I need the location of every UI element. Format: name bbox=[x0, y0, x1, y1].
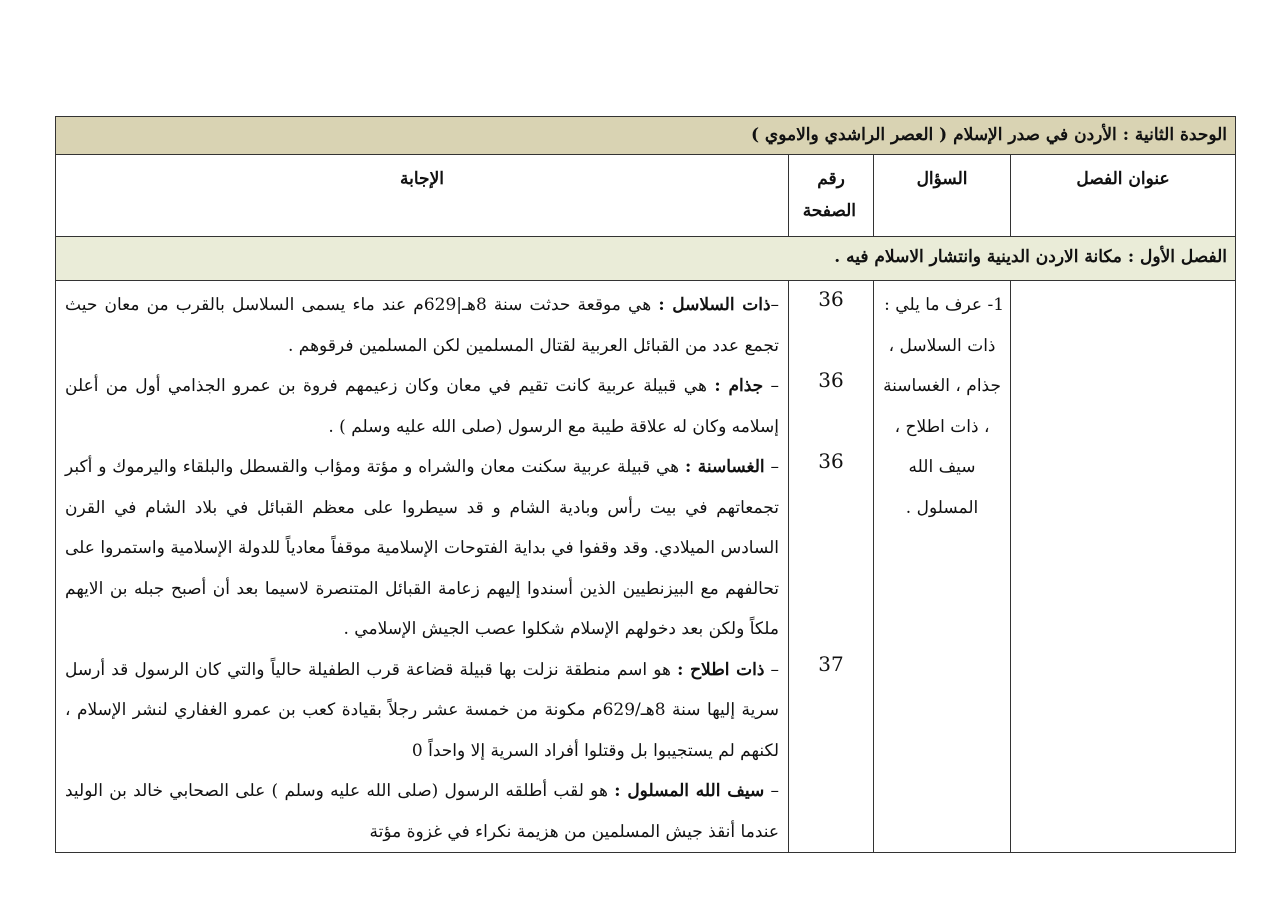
answer-text: هو لقب أطلقه الرسول (صلى الله عليه وسلم ) على الصحابي خالد بن الوليد عندما أنقذ جيش المسلمين من هزيمة نكراء في غزوة مؤتة bbox=[65, 781, 780, 842]
chapter-row bbox=[56, 237, 1236, 281]
answer-block bbox=[65, 771, 779, 852]
answer-dash: – bbox=[764, 659, 780, 680]
answer-text: هي قبيلة عربية كانت تقيم في معان وكان زعيمهم فروة بن عمرو الجذامي أول من أعلن إسلامه وكان له علاقة طيبة مع الرسول (صلى الله عليه وسلم ) . bbox=[65, 376, 780, 437]
header-question: السؤال bbox=[874, 155, 1011, 237]
unit-title-row bbox=[56, 117, 1236, 155]
answer-text: هي قبيلة عربية سكنت معان والشراه و مؤتة ومؤاب والقسطل والبلقاء واليرموك و أكبر تجمعاتهم في بيت رأس وبادية الشام و قد سيطروا على معظم القبائل في بلاد الشام في القرن السادس الميلادي. وقد وقفوا في بداية الفتوحات الإسلامية موقفاً معادياً للدولة الإسلامية واستمروا على تحالفهم مع البيزنطيين الذين أسندوا إليهم زعامة القبائل المتنصرة لاسيما بعد أن أصبح جبله بن الايهم ملكاً ولكن بعد دخولهم الإسلام شكلوا عصب الجيش الإسلامي . bbox=[65, 457, 780, 639]
question-terms: ذات السلاسل ، جذام ، الغساسنة ، ذات اطلاح ، سيف الله المسلول . bbox=[883, 335, 1001, 518]
answer-term: جذام : bbox=[714, 376, 764, 396]
question-prompt: عرف ما يلي : bbox=[884, 295, 983, 315]
header-answer: الإجابة bbox=[56, 155, 789, 237]
question-number: 1- bbox=[987, 295, 1005, 315]
chapter-title: الفصل الأول : مكانة الاردن الدينية وانتشار الاسلام فيه . bbox=[56, 237, 1236, 281]
answer-term: ذات اطلاح : bbox=[677, 659, 765, 680]
answer-text: هو اسم منطقة نزلت بها قبيلة قضاعة قرب الطفيلة حالياً والتي كان الرسول قد أرسل سرية إليها سنة 8هـ/629م مكونة من خمسة عشر رجلاً بقيادة كعب بن عمرو الغفاري لنشر الإسلام ، لكنهم لم يستجيبوا بل وقتلوا أفراد السرية إلا واحداً 0 bbox=[65, 659, 780, 761]
chapter-cell-empty bbox=[1011, 281, 1236, 853]
study-table bbox=[55, 116, 1236, 853]
answer-term: الغساسنة : bbox=[685, 457, 765, 477]
answer-block bbox=[65, 447, 779, 650]
answer-dash: – bbox=[764, 781, 780, 801]
answer-dash: – bbox=[770, 295, 780, 315]
question-cell bbox=[874, 281, 1011, 853]
page-number: 37 bbox=[818, 652, 844, 676]
answer-dash: – bbox=[763, 376, 780, 396]
answer-cell bbox=[56, 281, 789, 853]
header-page-number: رقم الصفحة bbox=[789, 155, 874, 237]
answer-block bbox=[65, 285, 779, 366]
answer-term: سيف الله المسلول : bbox=[614, 781, 765, 801]
answer-term: ذات السلاسل : bbox=[658, 295, 771, 315]
answer-block bbox=[65, 650, 779, 772]
page-number: 36 bbox=[818, 368, 844, 392]
page-number: 36 bbox=[818, 449, 844, 473]
unit-title: الوحدة الثانية : الأردن في صدر الإسلام ( العصر الراشدي والاموي ) bbox=[56, 117, 1236, 155]
answer-dash: – bbox=[764, 457, 780, 477]
answer-block bbox=[65, 366, 779, 447]
page-number: 36 bbox=[818, 287, 844, 311]
answer-text: هي موقعة حدثت سنة 8هـ|629م عند ماء يسمى السلاسل بالقرب من معان حيث تجمع عدد من القبائل العربية لقتال المسلمين لكن المسلمين فرقوهم . bbox=[65, 295, 780, 356]
page-cell bbox=[789, 281, 874, 853]
content-row bbox=[56, 281, 1236, 853]
header-row bbox=[56, 155, 1236, 237]
header-chapter-title: عنوان الفصل bbox=[1011, 155, 1236, 237]
